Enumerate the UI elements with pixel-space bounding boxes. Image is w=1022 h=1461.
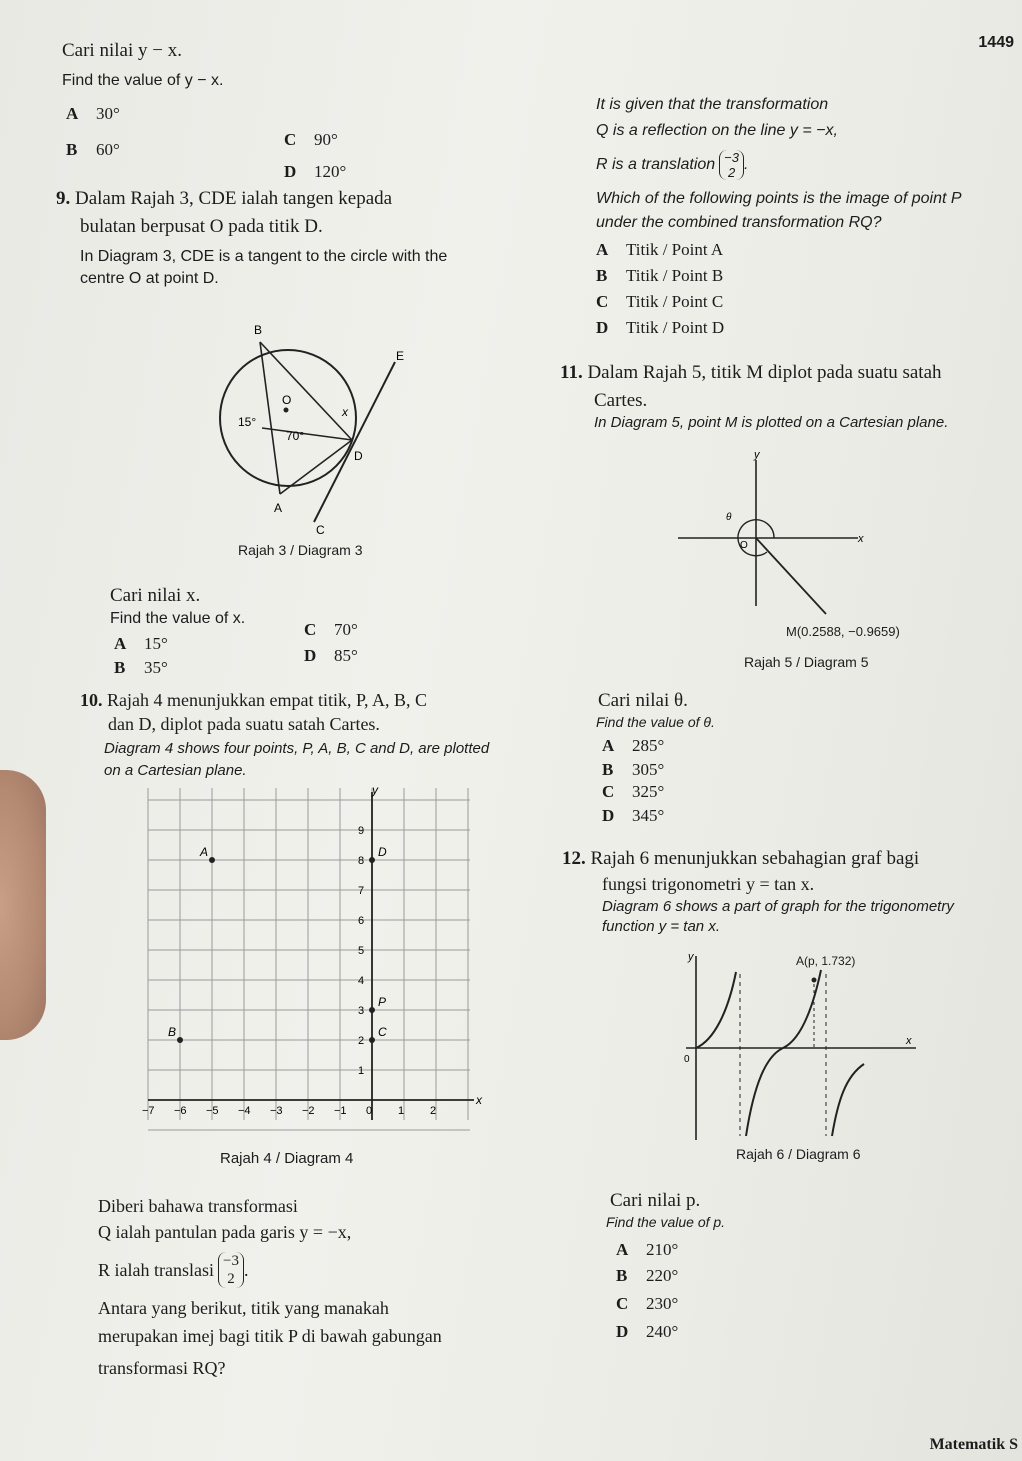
q10-option-b[interactable]: B Titik / Point B — [596, 266, 724, 285]
label-e: E — [396, 349, 405, 363]
x-tick-label: −1 — [334, 1105, 347, 1117]
q10-ask-en-2: under the combined transformation RQ? — [596, 214, 882, 231]
q8-prompt-en: Find the value of y − x. — [62, 72, 224, 89]
x-tick-label: −6 — [174, 1105, 187, 1117]
footer-subject: Matematik S — [929, 1436, 1018, 1453]
point-m-label: M(0.2588, −0.9659) — [786, 624, 900, 639]
point-c — [369, 1037, 375, 1043]
label-d: D — [354, 449, 363, 463]
y-tick-label: 4 — [358, 975, 365, 987]
q9-text-en-2: centre O at point D. — [80, 270, 219, 287]
q12-text-en-1: Diagram 6 shows a part of graph for the trigonometry — [602, 898, 954, 915]
q9-text-ms-2: bulatan berpusat O pada titik D. — [80, 216, 323, 237]
q11-option-c[interactable]: C 325° — [602, 782, 665, 801]
q10-text-en-1: Diagram 4 shows four points, P, A, B, C and D, are plotted — [104, 740, 490, 757]
label-b: B — [254, 323, 263, 337]
q10-ask-ms-2: merupakan imej bagi titik P di bawah gabungan — [98, 1326, 442, 1346]
q8-prompt-ms: Cari nilai y − x. — [62, 40, 182, 61]
diagram-4 — [140, 784, 480, 1144]
q9-ask-en: Find the value of x. — [110, 610, 246, 627]
q10-option-c[interactable]: C Titik / Point C — [596, 292, 724, 311]
y-tick-label: 3 — [358, 1005, 365, 1017]
y-tick-label: 5 — [358, 945, 365, 957]
point-a — [209, 857, 215, 863]
q12-ask-ms: Cari nilai p. — [610, 1190, 701, 1211]
label-x: x — [342, 405, 348, 419]
points — [168, 845, 387, 1043]
point-label-d: D — [378, 845, 387, 859]
y-tick-label: 6 — [358, 915, 365, 927]
q11-option-b[interactable]: B 305° — [602, 760, 665, 779]
q11-ask-en: Find the value of θ. — [596, 714, 715, 730]
chord-ba — [260, 342, 280, 494]
q11-text-ms-1: 11. Dalam Rajah 5, titik M diplot pada suatu satah — [560, 362, 942, 383]
q9-text-en-1: In Diagram 3, CDE is a tangent to the circle with the — [80, 248, 448, 265]
y-tick-label: 2 — [358, 1035, 365, 1047]
q10-text-ms-1: 10. Rajah 4 menunjukkan empat titik, P, A, B, C — [80, 690, 427, 710]
label-15: 15° — [238, 415, 257, 429]
page-number: 1449 — [978, 34, 1014, 51]
q12-text-ms-2: fungsi trigonometri y = tan x. — [602, 874, 815, 894]
q10-r-ms: R ialah translasi −3 2 . — [98, 1253, 249, 1287]
label-o: O — [282, 393, 292, 407]
tan-branch-2 — [746, 970, 821, 1136]
point-label-b: B — [168, 1025, 177, 1039]
diagram-6-caption: Rajah 6 / Diagram 6 — [736, 1146, 861, 1162]
y-tick-label: 8 — [358, 855, 365, 867]
x-tick-label: −5 — [206, 1105, 219, 1117]
q12-text-en-2: function y = tan x. — [602, 918, 720, 935]
q12-ask-en: Find the value of p. — [606, 1214, 726, 1230]
tangent-cde — [314, 362, 395, 522]
chord-bd — [260, 342, 352, 440]
q10-given-ms: Diberi bahawa transformasi — [98, 1196, 298, 1216]
point-label-c: C — [378, 1025, 387, 1039]
label-70: 70° — [286, 429, 305, 443]
q11-option-a[interactable]: A 285° — [602, 736, 665, 755]
y-tick-label: 7 — [358, 885, 365, 897]
point-label-p: P — [378, 995, 387, 1009]
y-axis-label: y — [754, 449, 760, 461]
q11-text-en: In Diagram 5, point M is plotted on a Cartesian plane. — [594, 414, 949, 431]
x-axis-label: x — [476, 1093, 482, 1107]
tan-branch-3 — [832, 1064, 864, 1136]
x-tick-labels — [142, 1105, 436, 1117]
q10-r-en: R is a translation −3 2 . — [596, 150, 749, 180]
origin-label: O — [740, 540, 748, 551]
q9-option-c[interactable]: C 70° — [304, 620, 358, 639]
q8-option-b[interactable]: B 60° — [66, 140, 120, 159]
point-d — [369, 857, 375, 863]
x-axis-label: x — [858, 533, 864, 545]
x-tick-label: 1 — [398, 1105, 405, 1117]
finger — [0, 770, 46, 1040]
x-tick-label: 0 — [366, 1105, 373, 1117]
origin-label: 0 — [684, 1054, 690, 1065]
q8-option-d[interactable]: D 120° — [284, 162, 347, 181]
diagram-5 — [668, 446, 868, 626]
x-tick-label: 2 — [430, 1105, 437, 1117]
q12-option-a[interactable]: A 210° — [616, 1240, 679, 1259]
diagram-3 — [220, 318, 420, 538]
q12-option-d[interactable]: D 240° — [616, 1322, 679, 1341]
diagram-4-caption: Rajah 4 / Diagram 4 — [220, 1150, 354, 1167]
q10-q-en: Q is a reflection on the line y = −x, — [596, 122, 838, 139]
point-b — [177, 1037, 183, 1043]
point-a-label: A(p, 1.732) — [796, 954, 856, 968]
q10-ask-ms-3: transformasi RQ? — [98, 1358, 226, 1378]
q9-option-d[interactable]: D 85° — [304, 646, 358, 665]
x-tick-label: −2 — [302, 1105, 315, 1117]
q9-text-ms-1: 9. Dalam Rajah 3, CDE ialah tangen kepada — [56, 188, 393, 209]
label-a: A — [274, 501, 283, 515]
x-tick-label: −7 — [142, 1105, 155, 1117]
y-axis-label: y — [688, 951, 694, 963]
x-tick-label: −3 — [270, 1105, 283, 1117]
q9-ask-ms: Cari nilai x. — [110, 585, 201, 606]
point-a — [812, 978, 817, 983]
q11-ask-ms: Cari nilai θ. — [598, 690, 688, 711]
diagram-3-caption: Rajah 3 / Diagram 3 — [238, 542, 363, 558]
y-tick-label: 9 — [358, 825, 365, 837]
q9-option-a[interactable]: A 15° — [114, 634, 168, 653]
x-axis-label: x — [906, 1035, 912, 1047]
q10-given-en: It is given that the transformation — [596, 96, 829, 113]
q12-option-b[interactable]: B 220° — [616, 1266, 679, 1285]
q11-option-d[interactable]: D 345° — [602, 806, 665, 825]
y-tick-labels — [358, 825, 364, 1077]
grid — [148, 788, 470, 1130]
point-p — [369, 1007, 375, 1013]
translation-vector: −3 2 — [218, 1252, 244, 1288]
q10-text-ms-2: dan D, diplot pada suatu satah Cartes. — [108, 714, 380, 734]
q9-option-b[interactable]: B 35° — [114, 658, 168, 677]
centre-o — [284, 408, 289, 413]
line-od — [262, 428, 352, 440]
q10-text-en-2: on a Cartesian plane. — [104, 762, 247, 779]
y-axis-label: y — [372, 783, 378, 797]
q10-ask-ms-1: Antara yang berikut, titik yang manakah — [98, 1298, 389, 1318]
diagram-5-caption: Rajah 5 / Diagram 5 — [744, 654, 869, 670]
theta-label: θ — [726, 512, 732, 523]
ray-om — [756, 538, 826, 614]
translation-vector-en: −3 2 — [719, 150, 744, 180]
q10-q-ms: Q ialah pantulan pada garis y = −x, — [98, 1222, 352, 1242]
point-label-a: A — [200, 845, 209, 859]
q12-option-c[interactable]: C 230° — [616, 1294, 679, 1313]
tan-branch-1 — [696, 972, 736, 1048]
q10-option-a[interactable]: A Titik / Point A — [596, 240, 724, 259]
q8-option-a[interactable]: A 30° — [66, 104, 120, 123]
q10-option-d[interactable]: D Titik / Point D — [596, 318, 725, 337]
q12-text-ms-1: 12. Rajah 6 menunjukkan sebahagian graf bagi — [562, 848, 920, 869]
q8-option-c[interactable]: C 90° — [284, 130, 338, 149]
q11-text-ms-2: Cartes. — [594, 390, 648, 411]
q10-ask-en-1: Which of the following points is the image of point P — [596, 190, 962, 207]
diagram-6 — [680, 950, 920, 1142]
label-c: C — [316, 523, 325, 537]
x-tick-label: −4 — [238, 1105, 251, 1117]
y-tick-label: 1 — [358, 1065, 365, 1077]
